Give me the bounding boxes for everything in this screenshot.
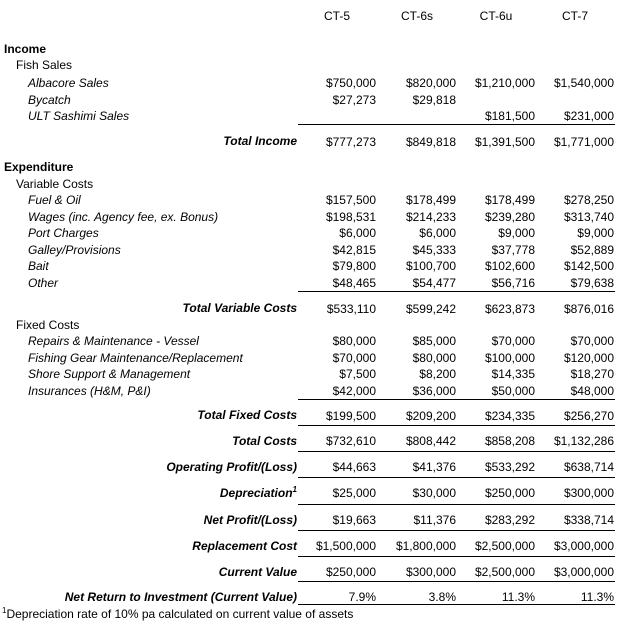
value-cell: $45,333 [412,243,456,257]
section-heading-income: Income [4,42,47,56]
value-cell: $283,292 [484,513,535,527]
row-label: Shore Support & Management [28,367,191,381]
summary-label-text: Operating Profit/(Loss) [166,460,297,474]
value-cell: $48,465 [332,276,376,290]
value-cell: $25,000 [332,486,376,500]
income-underline [298,124,615,125]
summary-rule [298,504,615,505]
footnote-marker: 1 [2,606,7,615]
value-cell: $2,500,000 [474,539,535,553]
value-cell: $300,000 [563,486,614,500]
value-cell: 11.3% [501,590,535,604]
value-cell: $178,499 [484,193,535,207]
total-fixed-costs-label-text: Total Fixed Costs [197,408,297,422]
column-header: CT-6u [479,9,513,23]
row-label: Albacore Sales [28,76,109,90]
value-cell: $278,250 [563,193,614,207]
value-cell: $338,714 [563,513,614,527]
value-cell: $623,873 [484,302,535,316]
summary-label [232,434,297,448]
value-cell: $79,638 [570,276,614,290]
value-cell: $6,000 [419,226,456,240]
value-cell: $599,242 [405,302,456,316]
value-cell: $157,500 [325,193,376,207]
value-cell: $178,499 [405,193,456,207]
summary-label-text: Replacement Cost [192,539,297,553]
value-cell: $1,391,500 [474,135,535,149]
value-cell: $849,818 [405,135,456,149]
summary-label [65,590,297,604]
total-income-label-text: Total Income [223,134,297,148]
value-cell: $1,132,286 [553,434,614,448]
row-label: Galley/Provisions [28,243,121,257]
value-cell: $56,716 [491,276,535,290]
value-cell: $777,273 [325,135,376,149]
row-label: Fuel & Oil [28,193,81,207]
value-cell: $100,700 [405,259,456,273]
value-cell: $70,000 [332,351,376,365]
subheading-variable-costs: Variable Costs [16,177,94,191]
value-cell: $52,889 [570,243,614,257]
value-cell: $41,376 [412,460,456,474]
summary-rule [298,530,615,531]
row-label: Fishing Gear Maintenance/Replacement [28,351,243,365]
summary-rule [298,556,615,557]
value-cell: $820,000 [405,76,456,90]
value-cell: $19,663 [332,513,376,527]
value-cell: $54,477 [412,276,456,290]
column-header: CT-5 [323,9,350,23]
value-cell: $214,233 [405,210,456,224]
row-label: Bait [28,259,49,273]
value-cell: $42,815 [332,243,376,257]
bottom-rule [298,604,615,605]
footnote [2,607,353,621]
value-cell: 7.9% [348,590,376,604]
section-heading-expenditure: Expenditure [4,160,74,174]
footnote-text: Depreciation rate of 10% pa calculated on current value of assets [6,607,354,621]
value-cell: $808,442 [405,434,456,448]
summary-label [220,486,297,500]
value-cell: $7,500 [339,367,376,381]
subheading-fish-sales: Fish Sales [16,58,73,72]
value-cell: $198,531 [325,210,376,224]
total-fixed-costs-label [197,408,297,422]
subheading-fixed-costs: Fixed Costs [16,318,80,332]
row-label: Port Charges [28,226,99,240]
value-cell: $48,000 [570,384,614,398]
column-header: CT-7 [561,9,588,23]
row-label: Wages (inc. Agency fee, ex. Bonus) [28,210,219,224]
value-cell: $30,000 [412,486,456,500]
summary-label [166,460,297,474]
summary-rule [298,425,615,426]
value-cell: $256,270 [563,409,614,423]
value-cell: $6,000 [339,226,376,240]
row-label: ULT Sashimi Sales [28,109,130,123]
total-income-label [223,134,297,148]
value-cell: $9,000 [498,226,535,240]
value-cell: $199,500 [325,409,376,423]
value-cell: $250,000 [325,565,376,579]
value-cell: $250,000 [484,486,535,500]
summary-rule [298,581,615,582]
summary-rule [298,451,615,452]
total-variable-costs-label [183,301,297,315]
value-cell: $1,800,000 [395,539,456,553]
value-cell: $44,663 [332,460,376,474]
summary-label-text: Net Profit/(Loss) [203,513,297,527]
value-cell: $209,200 [405,409,456,423]
summary-label [192,539,297,553]
value-cell: $50,000 [491,384,535,398]
value-cell: $80,000 [332,334,376,348]
value-cell: $533,110 [326,302,376,316]
value-cell: $36,000 [412,384,456,398]
value-cell: $29,818 [412,93,456,107]
footnote-marker: 1 [292,485,297,494]
value-cell: $100,000 [484,351,535,365]
summary-label-text: Net Return to Investment (Current Value) [64,590,297,604]
row-label: Repairs & Maintenance - Vessel [28,334,199,348]
summary-label-text: Total Costs [232,434,297,448]
row-label: Bycatch [28,93,71,107]
total-variable-costs-label-text: Total Variable Costs [182,301,297,315]
value-cell: $11,376 [413,513,456,527]
value-cell: $85,000 [412,334,456,348]
row-label: Insurances (H&M, P&I) [28,384,151,398]
value-cell: $70,000 [491,334,535,348]
value-cell: $1,210,000 [474,76,535,90]
value-cell: $750,000 [325,76,376,90]
variable-costs-underline [298,291,615,292]
value-cell: $142,500 [563,259,614,273]
value-cell: $533,292 [484,460,535,474]
fixed-costs-underline [298,399,615,400]
summary-label [204,513,297,527]
value-cell: $8,200 [419,367,456,381]
value-cell: $3,000,000 [553,565,614,579]
summary-label-text: Depreciation [219,486,293,500]
value-cell: 3.8% [428,590,456,604]
summary-rule [298,477,615,478]
value-cell: $120,000 [563,351,614,365]
value-cell: $14,335 [491,367,535,381]
value-cell: $234,335 [484,409,535,423]
value-cell: $80,000 [412,351,456,365]
value-cell: $42,000 [332,384,376,398]
value-cell: $1,500,000 [315,539,376,553]
summary-label [219,565,297,579]
row-label: Other [28,276,59,290]
value-cell: $2,500,000 [474,565,535,579]
value-cell: $239,280 [484,210,535,224]
value-cell: $858,208 [484,434,535,448]
value-cell: $102,600 [484,259,535,273]
value-cell: $37,778 [491,243,535,257]
summary-label-text: Current Value [218,565,297,579]
value-cell: $876,016 [563,302,614,316]
value-cell: $70,000 [570,334,614,348]
value-cell: $18,270 [570,367,614,381]
value-cell: $1,771,000 [553,135,614,149]
value-cell: $1,540,000 [553,76,614,90]
value-cell: $3,000,000 [553,539,614,553]
value-cell: $638,714 [563,460,614,474]
value-cell: 11.3% [580,590,614,604]
value-cell: $313,740 [563,210,614,224]
value-cell: $300,000 [405,565,456,579]
value-cell: $181,500 [484,109,535,123]
value-cell: $27,273 [332,93,376,107]
value-cell: $231,000 [563,109,614,123]
column-header: CT-6s [400,9,433,23]
value-cell: $732,610 [325,434,376,448]
value-cell: $9,000 [577,226,614,240]
value-cell: $79,800 [332,259,376,273]
